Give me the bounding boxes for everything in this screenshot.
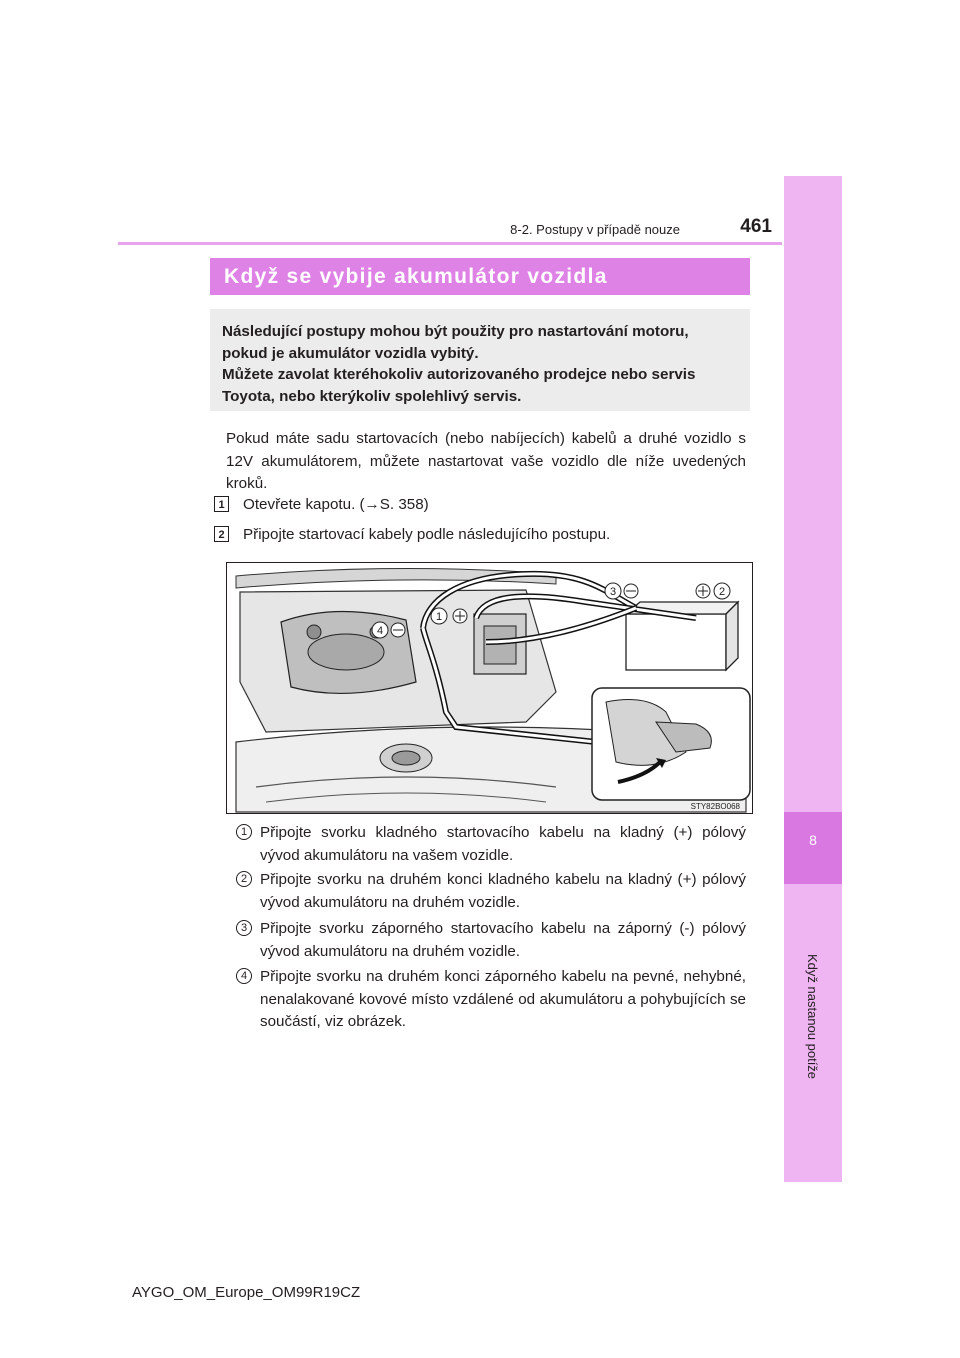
page-number: 461 [740, 216, 772, 237]
jump-start-illustration [226, 562, 753, 814]
figure-code: STY82BO068 [690, 802, 740, 811]
section-heading: 8-2. Postupy v případě nouze [510, 222, 680, 237]
svg-text:4: 4 [376, 625, 384, 637]
intro-box [210, 309, 750, 411]
document-footer: AYGO_OM_Europe_OM99R19CZ [132, 1284, 361, 1301]
page-title: Když se vybije akumulátor vozidla [210, 258, 750, 295]
sub-step-text: Připojte svorku kladného startovacího kabelu na kladný (+) pólový vývod akumulátoru na vašem vozidle. [260, 824, 746, 864]
sub-step-number: 2 [236, 871, 252, 887]
step-number-badge: 1 [214, 496, 229, 512]
step-text: Připojte startovací kabely podle následujícího postupu. [243, 526, 611, 543]
sub-step-text: Připojte svorku záporného startovacího kabelu na záporný (-) pólový vývod akumulátoru na druhém vozidle. [260, 920, 746, 960]
step-number-badge: 2 [214, 526, 229, 542]
sub-step-text: Připojte svorku na druhém konci záporného kabelu na pevné, nehybné, nenalakované kovové místo vzdálené od akumulátoru a pohybujících se součástí, viz obrázek. [260, 968, 746, 1030]
chapter-number-tab [784, 812, 842, 884]
chapter-number: 8 [809, 832, 817, 848]
intro-line: pokud je akumulátor vozidla vybitý. [222, 344, 479, 362]
sub-step-number: 4 [236, 968, 252, 984]
intro-line: Následující postupy mohou být použity pro nastartování motoru, [222, 323, 689, 340]
svg-text:2: 2 [718, 586, 726, 598]
svg-text:3: 3 [609, 586, 617, 598]
intro-line: Toyota, nebo kterýkoliv spolehlivý servis. [222, 387, 522, 405]
sub-step-text: Připojte svorku na druhém konci kladného kabelu na kladný (+) pólový vývod akumulátoru na druhém vozidle. [260, 871, 746, 911]
body-paragraph: Pokud máte sadu startovacích (nebo nabíjecích) kabelů a druhé vozidlo s 12V akumulátorem, můžete nastartovat vaše vozidlo dle níže uvedených kroků. [226, 430, 746, 492]
sub-step-number: 3 [236, 920, 252, 936]
intro-line: Můžete zavolat kteréhokoliv autorizovaného prodejce nebo servis [222, 366, 696, 383]
svg-text:1: 1 [435, 611, 443, 623]
step-text: Otevřete kapotu. (→S. 358) [243, 496, 429, 513]
header-divider [118, 242, 782, 245]
chapter-title: Když nastanou potíže [805, 954, 820, 1080]
sub-step-number: 1 [236, 824, 252, 840]
